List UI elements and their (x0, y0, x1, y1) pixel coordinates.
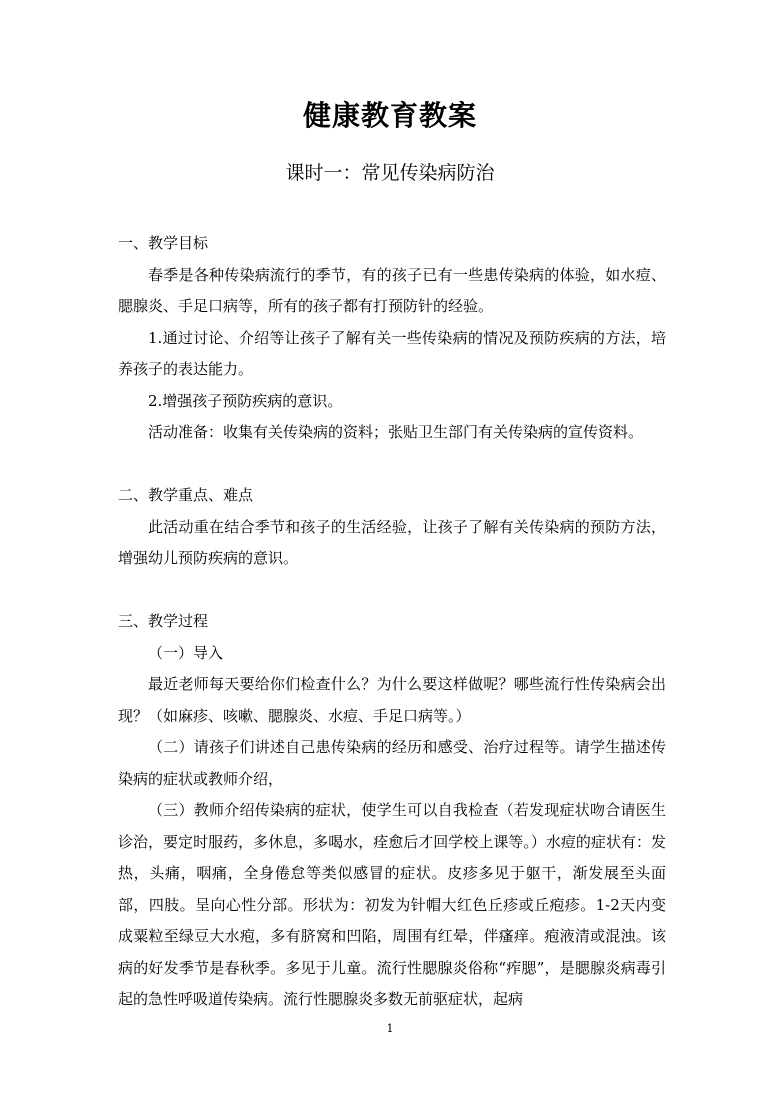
paragraph: 2.增强孩子预防疾病的意识。 (148, 391, 343, 410)
paragraph: 1.通过讨论、介绍等让孩子了解有关一些传染病的情况及预防疾病的方法，培养孩子的表达能力。 (118, 328, 666, 378)
document-subtitle: 课时一：常见传染病防治 (285, 162, 495, 184)
section-spacer (118, 575, 666, 607)
section-heading-key-points: 二、教学重点、难点 (118, 486, 254, 504)
paragraph: （三）教师介绍传染病的症状，使学生可以自我检查（若发现症状吻合请医生诊治，要定时服药，多休息，多喝水，痊愈后才回学校上课等。）水痘的症状有：发热，头痛，咽痛，全身倦怠等类似感冒的症状。皮疹多见于躯干，渐发展至头面部，四肢。呈向心性分部。形状为：初发为针帽大红色丘疹或丘疱疹。1-2天内变成粟粒至绿豆大水疱，多有脐窝和凹陷，周围有红晕，伴瘙痒。疱液清或混浊。该病的好发季节是春秋季。多见于儿童。流行性腮腺炎俗称“痄腮”，是腮腺炎病毒引起的急性呼吸道传染病。流行性腮腺炎多数无前驱症状，起病 (118, 801, 666, 1008)
section-heading-process: 三、教学过程 (118, 612, 209, 630)
document-title: 健康教育教案 (302, 99, 477, 132)
paragraph: 春季是各种传染病流行的季节，有的孩子已有一些患传染病的体验，如水痘、腮腺炎、手足口病等，所有的孩子都有打预防针的经验。 (118, 265, 666, 315)
paragraph: （二）请孩子们讲述自己患传染病的经历和感受、治疗过程等。请学生描述传染病的症状或教师介绍， (118, 738, 666, 788)
paragraph: 活动准备：收集有关传染病的资料；张贴卫生部门有关传染病的宣传资料。 (148, 423, 644, 441)
paragraph: 最近老师每天要给你们检查什么？为什么要这样做呢？哪些流行性传染病会出现？（如麻疹、咳嗽、腮腺炎、水痘、手足口病等。） (118, 675, 666, 725)
document-body (118, 228, 666, 1016)
section-spacer (118, 449, 666, 481)
paragraph: （一）导入 (148, 643, 224, 662)
section-heading-objectives: 一、教学目标 (118, 234, 209, 252)
paragraph: 此活动重在结合季节和孩子的生活经验，让孩子了解有关传染病的预防方法，增强幼儿预防疾病的意识。 (118, 517, 666, 567)
page-number: 1 (386, 1022, 394, 1035)
